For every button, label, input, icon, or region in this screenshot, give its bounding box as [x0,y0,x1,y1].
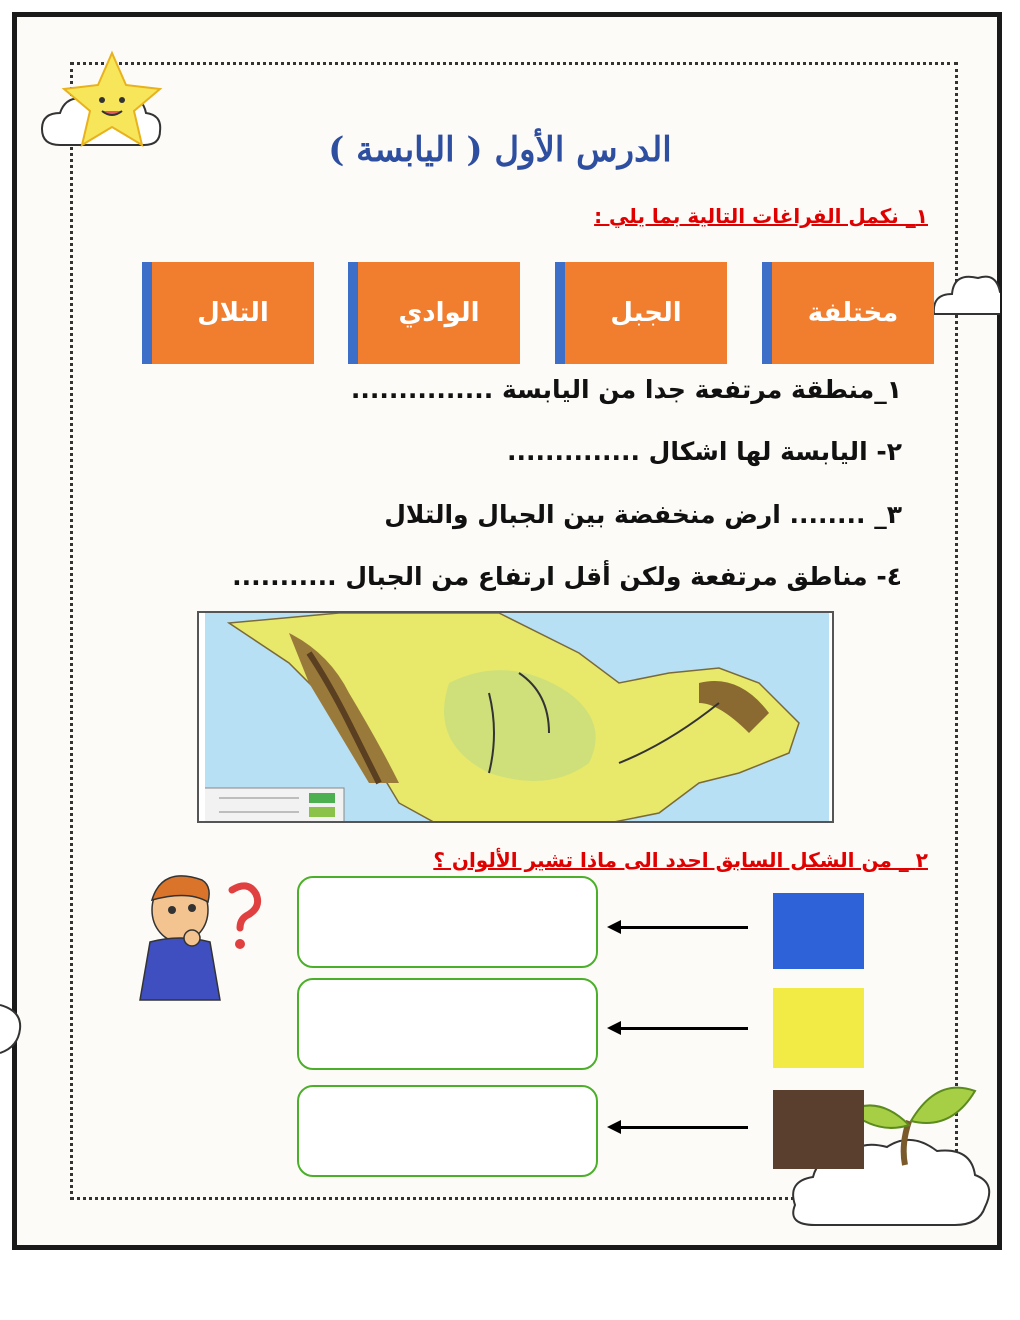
smiling-star-icon [30,45,170,175]
question-1-heading: ١_ نكمل الفراغات التالية بما يلي : [594,204,928,228]
yellow-color-swatch [773,988,864,1068]
word-bank-item-1: مختلفة [762,262,934,364]
cloud-icon [0,1000,30,1060]
arabian-peninsula-map [197,611,834,823]
page-title: الدرس الأول ( اليابسة ) [328,130,672,170]
arrowhead-2 [607,1021,621,1035]
answer-box-3[interactable] [297,1085,598,1177]
arrow-1 [612,926,748,929]
word-bank-item-4: التلال [142,262,314,364]
cloud-icon [930,262,1000,332]
sentence-3: ٣_ ........ ارض منخفضة بين الجبال والتلال [384,500,902,529]
answer-box-1[interactable] [297,876,598,968]
answer-box-2[interactable] [297,978,598,1070]
brown-color-swatch [773,1090,864,1169]
sentence-4: ٤- مناطق مرتفعة ولكن أقل ارتفاع من الجبال ........... [232,562,902,591]
question-2-heading: ٢ _ من الشكل السابق احدد الى ماذا تشير الألوان ؟ [433,848,928,872]
sentence-2: ٢- اليابسة لها اشكال .............. [506,437,902,466]
arrowhead-1 [607,920,621,934]
thinking-boy-icon [120,860,270,1010]
blue-color-swatch [773,893,864,969]
sentence-1: ١_منطقة مرتفعة جدا من اليابسة ............... [350,375,902,404]
arrow-3 [612,1126,748,1129]
arrowhead-3 [607,1120,621,1134]
arrow-2 [612,1027,748,1030]
word-bank-item-3: الوادي [348,262,520,364]
word-bank-item-2: الجبل [555,262,727,364]
